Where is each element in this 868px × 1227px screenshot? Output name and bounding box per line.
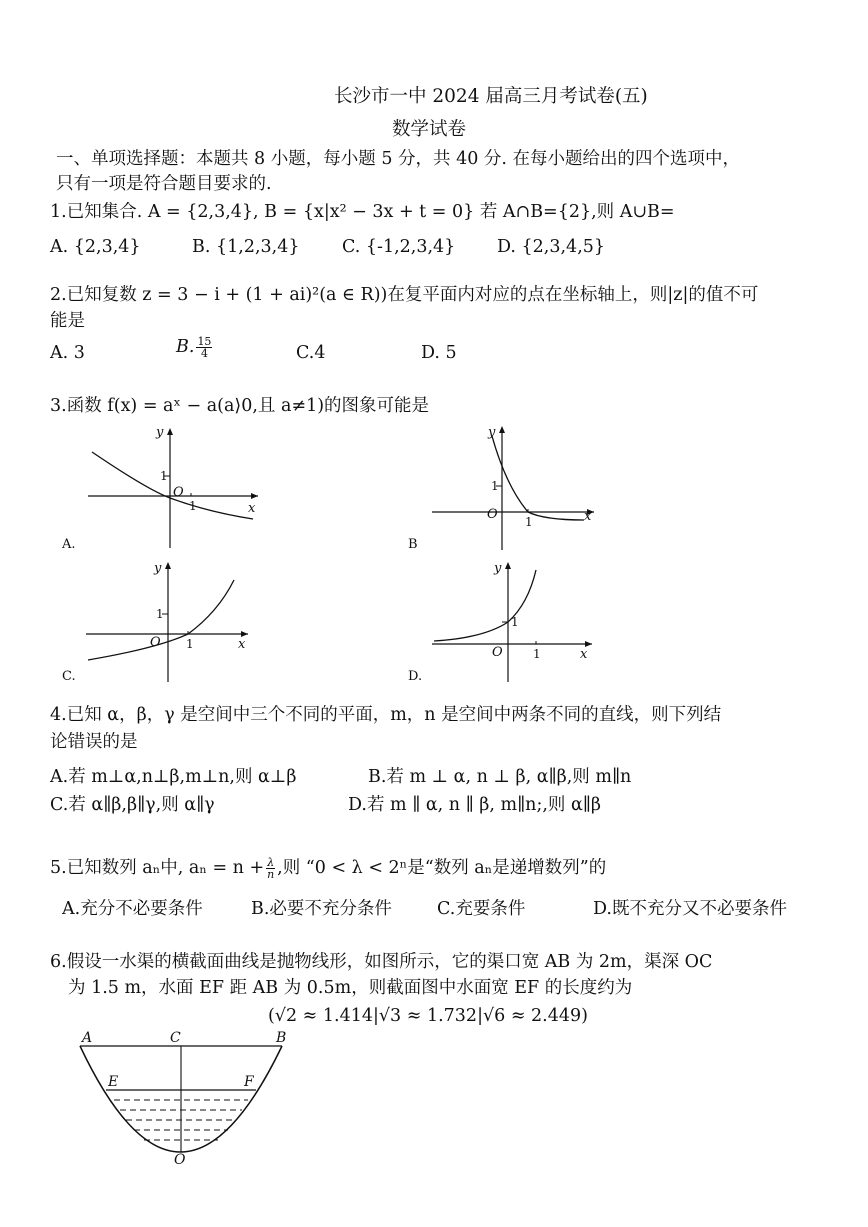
y-label: y [156, 425, 164, 440]
curve [492, 436, 584, 520]
q6-approximations: (√2 ≈ 1.414|√3 ≈ 1.732|√6 ≈ 2.449) [268, 1006, 588, 1026]
q4-option-b: B.若 m ⊥ α, n ⊥ β, α∥β,则 m∥n [368, 767, 632, 787]
graph-c-label: C. [62, 669, 76, 684]
y-one-label: 1 [491, 479, 499, 493]
x-one-label: 1 [189, 499, 197, 513]
q3-graph-b [404, 420, 614, 555]
q1-option-b: B. {1,2,3,4} [192, 237, 300, 257]
y-label: y [154, 561, 162, 576]
q2-option-b-label: B. [176, 337, 195, 357]
x-one-label: 1 [525, 515, 533, 529]
y-label: y [494, 561, 502, 576]
x-one-label: 1 [533, 647, 541, 661]
label-b: B [276, 1030, 287, 1046]
q1-stem: 1.已知集合. A = {2,3,4}, B = {x|x² − 3x + t = 0} 若 A∩B={2},则 A∪B= [50, 202, 675, 222]
q3-stem: 3.函数 f(x) = aˣ − a(a⟩0,且 a≠1)的图象可能是 [50, 396, 430, 416]
q1-option-a: A. {2,3,4} [50, 237, 141, 257]
x-label: x [584, 509, 592, 524]
graph-d-label: D. [408, 669, 423, 684]
exam-title: 长沙市一中 2024 届高三月考试卷(五) [334, 86, 648, 107]
q1-option-c: C. {-1,2,3,4} [342, 237, 456, 257]
label-c: C [170, 1030, 181, 1046]
y-axis-arrow [499, 426, 505, 433]
curve [434, 570, 536, 641]
q4-option-d: D.若 m ∥ α, n ∥ β, m∥n;,则 α∥β [348, 795, 601, 815]
q4-option-c: C.若 α∥β,β∥γ,则 α∥γ [50, 795, 215, 815]
q5-stem-suffix: ,则 “0 < λ < 2ⁿ是“数列 aₙ是递增数列”的 [277, 858, 607, 878]
y-one-label: 1 [156, 607, 164, 621]
q4-option-a: A.若 m⊥α,n⊥β,m⊥n,则 α⊥β [50, 767, 297, 787]
origin-label: O [150, 635, 161, 650]
section-heading-line1: 一、单项选择题：本题共 8 小题，每小题 5 分，共 40 分. 在每小题给出的四个选项中， [56, 149, 741, 169]
q2-option-b-numerator: 15 [197, 335, 212, 348]
q2-option-b-denominator: 4 [200, 347, 208, 360]
label-f: F [244, 1074, 254, 1090]
y-axis-arrow [167, 428, 173, 435]
origin-label: O [492, 645, 503, 660]
y-one-label: 1 [160, 469, 168, 483]
q6-stem-line1: 6.假设一水渠的横截面曲线是抛物线形，如图所示，它的渠口宽 AB 为 2m，渠深 OC [50, 952, 713, 972]
q2-option-b-fraction [196, 336, 212, 359]
graph-b-label: B [408, 537, 418, 552]
x-axis-arrow [251, 493, 258, 499]
q2-option-a: A. 3 [50, 343, 85, 363]
q2-option-c: C.4 [296, 343, 326, 363]
q1-option-d: D. {2,3,4,5} [497, 237, 606, 257]
q5-fraction-denominator: n [267, 868, 275, 881]
q2-option-d: D. 5 [421, 343, 457, 363]
section-heading-line2: 只有一项是符合题目要求的. [56, 174, 272, 194]
x-label: x [238, 637, 246, 652]
q2-stem-line1: 2.已知复数 z = 3 − i + (1 + ai)²(a ∈ R))在复平面内对应的点在坐标轴上，则|z|的值不可 [50, 285, 759, 305]
q6-stem-line2: 为 1.5 m，水面 EF 距 AB 为 0.5m，则截面图中水面宽 EF 的长度约为 [68, 978, 633, 998]
q5-fraction-numerator: λ [267, 856, 275, 869]
x-label: x [248, 501, 256, 516]
exam-subtitle: 数学试卷 [392, 119, 467, 140]
graph-a-label: A. [62, 537, 76, 552]
q4-stem-line1: 4.已知 α，β，γ 是空间中三个不同的平面，m，n 是空间中两条不同的直线，则下列结 [50, 705, 722, 725]
q3-graph-c [58, 556, 268, 686]
origin-label: O [173, 485, 184, 500]
label-e: E [108, 1074, 119, 1090]
y-axis-arrow [505, 562, 511, 569]
x-label: x [580, 647, 588, 662]
q5-stem [50, 857, 606, 880]
y-label: y [488, 425, 496, 440]
label-o: O [174, 1152, 186, 1168]
q6-channel-figure [72, 1026, 298, 1171]
label-a: A [82, 1030, 93, 1046]
q5-stem-prefix: 5.已知数列 aₙ中, aₙ = n + [50, 858, 265, 878]
q2-stem-line2: 能是 [50, 311, 85, 331]
q4-stem-line2: 论错误的是 [50, 732, 138, 752]
origin-label: O [487, 507, 498, 522]
q5-option-c: C.充要条件 [437, 899, 526, 919]
y-axis-arrow [165, 562, 171, 569]
q2-option-b [176, 336, 214, 359]
q5-fraction [266, 857, 275, 880]
y-one-label: 1 [511, 615, 519, 629]
q5-option-b: B.必要不充分条件 [251, 899, 392, 919]
q3-graph-d [404, 556, 614, 686]
x-one-label: 1 [186, 637, 194, 651]
q5-option-d: D.既不充分又不必要条件 [593, 899, 787, 919]
q5-option-a: A.充分不必要条件 [62, 899, 203, 919]
q3-graph-a [58, 420, 268, 555]
